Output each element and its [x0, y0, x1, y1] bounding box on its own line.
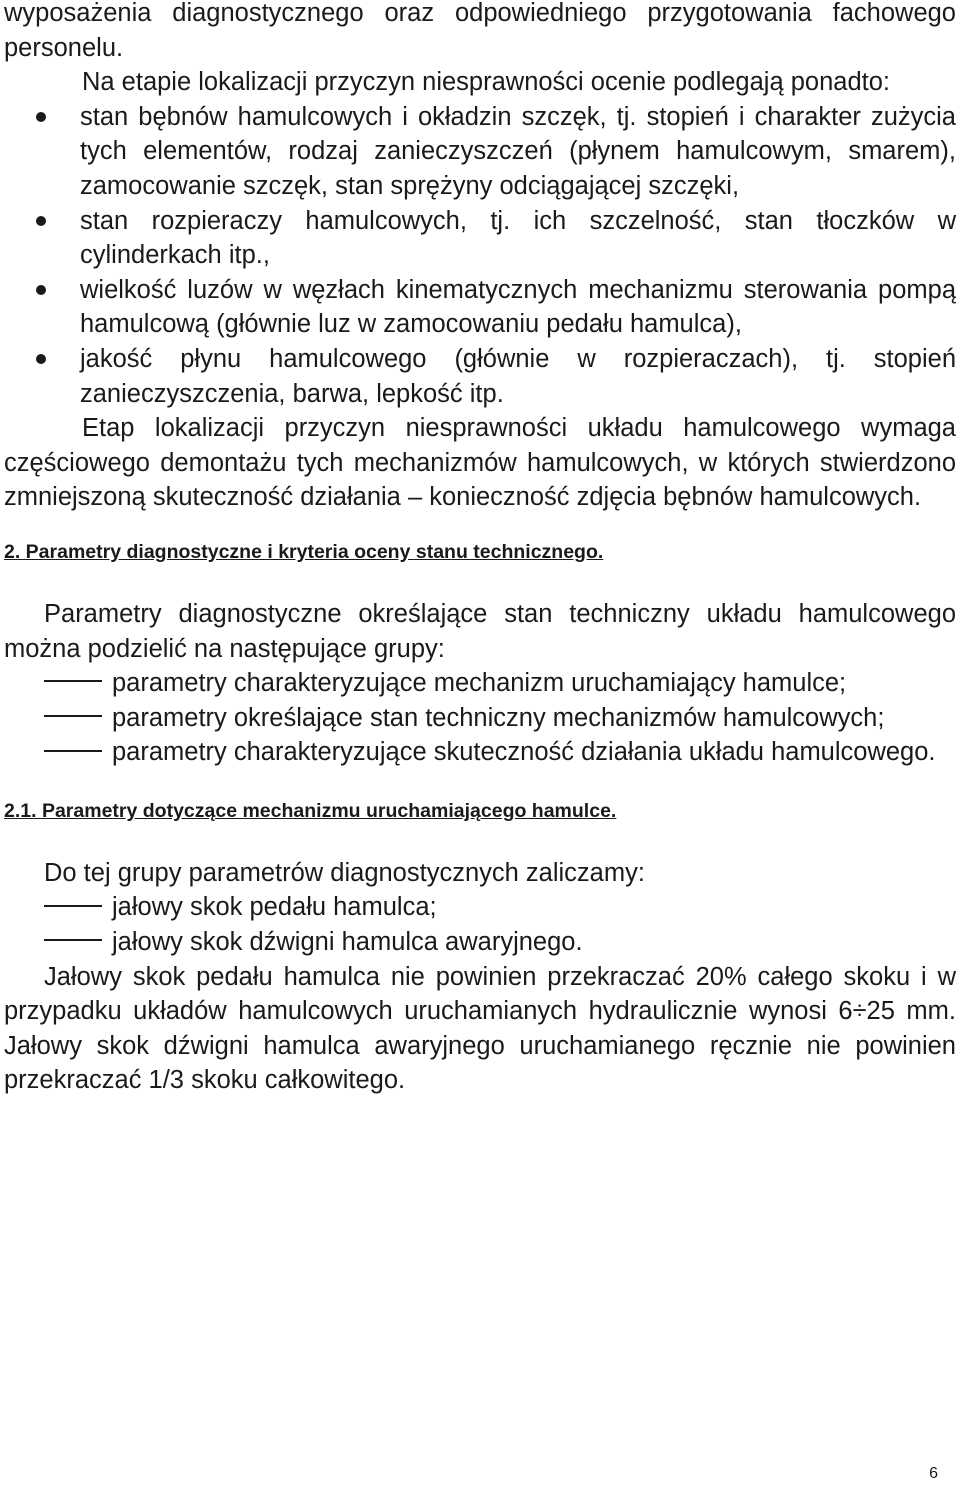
dash-list-item: parametry charakteryzujące mechanizm uruchamiający hamulce; [4, 666, 956, 701]
bullet-item: jakość płynu hamulcowego (głównie w rozpieraczach), tj. stopień zanieczyszczenia, barwa, lepkość itp. [4, 342, 956, 411]
bullet-icon [36, 285, 46, 295]
dash-icon [44, 715, 102, 717]
dash-icon [44, 680, 102, 682]
etap-paragraph: Etap lokalizacji przyczyn niesprawności układu hamulcowego wymaga częściowego demontażu tych mechanizmów hamulcowych, w których stwierdzono zmniejszoną skuteczność działania – konieczność zdjęcia bębnów hamulcowych. [4, 414, 956, 512]
bullet-item: wielkość luzów w węzłach kinematycznych mechanizmu sterowania pompą hamulcową (głównie luz w zamocowaniu pedału hamulca), [4, 273, 956, 342]
section-intro-paragraph: Parametry diagnostyczne określające stan techniczny układu hamulcowego można podzielić na następujące grupy: [4, 599, 956, 663]
dash-icon [44, 939, 102, 941]
intro-lead-paragraph: Na etapie lokalizacji przyczyn niesprawności ocenie podlegają ponadto: [82, 68, 890, 97]
dash-list-item: jałowy skok dźwigni hamulca awaryjnego. [4, 925, 956, 960]
bullet-item: stan rozpieraczy hamulcowych, tj. ich szczelność, stan tłoczków w cylinderkach itp., [4, 204, 956, 273]
dash-icon [44, 905, 102, 907]
dash-icon [44, 750, 102, 752]
bullet-list [4, 100, 956, 411]
bullet-icon [36, 354, 46, 364]
bullet-item: stan bębnów hamulcowych i okładzin szczęk, tj. stopień i charakter zużycia tych elementów, rodzaj zanieczyszczeń (płynem hamulcowym, smarem), zamocowanie szczęk, stan sprężyny odciągającej szczęki, [4, 100, 956, 204]
bullet-icon [36, 216, 46, 226]
closing-paragraph: Jałowy skok pedału hamulca nie powinien przekraczać 20% całego skoku i w przypadku układów hamulcowych uruchamianych hydraulicznie wynosi 6÷25 mm. Jałowy skok dźwigni hamulca awaryjnego uruchamianego ręcznie nie powinien przekraczać 1/3 skoku całkowitego. [4, 962, 956, 1095]
section-heading: 2. Parametry diagnostyczne i kryteria oceny stanu technicznego. [4, 540, 604, 563]
subsection-intro-paragraph: Do tej grupy parametrów diagnostycznych zaliczamy: [44, 858, 645, 887]
dash-list-item: parametry charakteryzujące skuteczność działania układu hamulcowego. [4, 735, 956, 770]
dash-list-item: jałowy skok pedału hamulca; [4, 890, 956, 925]
bullet-icon [36, 112, 46, 122]
document-page [4, 0, 956, 1098]
intro-paragraph: wyposażenia diagnostycznego oraz odpowiedniego przygotowania fachowego personelu. [4, 0, 956, 62]
page-number: 6 [929, 1465, 938, 1482]
dash-list-item: parametry określające stan techniczny mechanizmów hamulcowych; [4, 701, 956, 736]
subsection-heading: 2.1. Parametry dotyczące mechanizmu uruchamiającego hamulce. [4, 799, 617, 822]
